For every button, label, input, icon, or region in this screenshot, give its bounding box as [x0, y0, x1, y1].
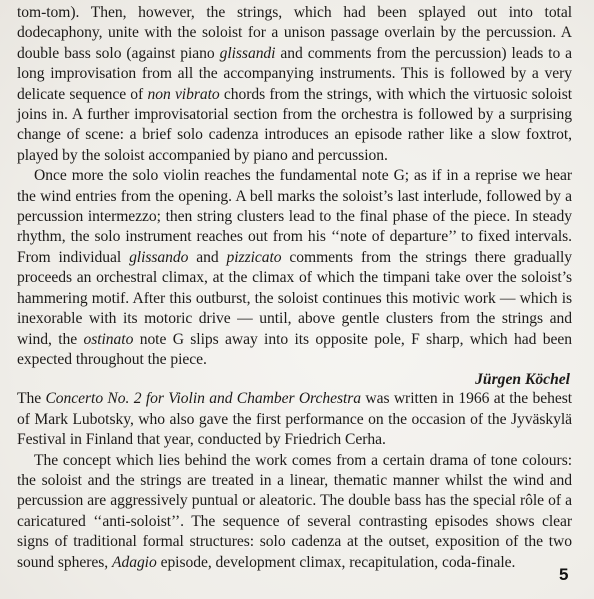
body-text [17, 3, 572, 573]
text-run: tom-tom). Then, however, the strings, which had been splayed out into total dodecaphony, unite with the soloist for a unison passage overlain by the percussion. A double bass solo (against piano [17, 4, 572, 62]
paragraph-concerto-history [17, 389, 572, 450]
paragraph-timbres [17, 3, 572, 166]
text-run: episode, development climax, recapitulation, coda-finale. [156, 553, 516, 571]
text-run: comments from the strings there gradually proceeds an orchestral climax, at the climax of which the timpani take over the soloist’s hammering motif. After this outburst, the soloist continues this motivic work — which is inexorable with its motoric drive — until, above gentle clusters from the strings and wind, the [17, 248, 573, 348]
text-run: Once more the solo violin reaches the fundamental note G; as if in a reprise we hear the wind entries from the opening. A bell marks the soloist’s last interlude, followed by a percussion intermezzo; then string clusters lead to the final phase of the piece. In steady rhythm, the solo instrument reaches out from his ‘‘note of departure’’ to fixed intervals. From individual [17, 167, 572, 266]
italic-term: glissandi [219, 44, 276, 62]
paragraph-reprise [17, 166, 572, 370]
text-run: The [17, 390, 46, 408]
text-run: chords from the strings, with which the virtuosic soloist joins in. A further improvisatorial section from the orchestra is followed by a surprising change of scene: a brief solo cadenza introduces an episode rather like a slow foxtrot, played by the soloist accompanied by piano and percussion. [17, 85, 572, 164]
italic-term: pizzicato [226, 248, 282, 266]
italic-term: glissando [129, 248, 189, 266]
author-signature: Jürgen Köchel [475, 371, 570, 389]
page-number: 5 [559, 565, 569, 584]
paragraph-concept [17, 451, 572, 573]
text-run: note G slips away into its opposite pole, F sharp, which had been expected throughout the piece. [17, 330, 572, 368]
text-run: and [188, 248, 227, 266]
text-run: was written in 1966 at the behest of Mark Lubotsky, who also gave the first performance on the occasion of the Jyväskylä Festival in Finland that year, conducted by Friedrich Cerha. [17, 390, 572, 449]
italic-term: Adagio [111, 553, 157, 571]
italic-term: ostinato [83, 330, 134, 348]
italic-term: Concerto No. 2 for Violin and Chamber Orchestra [45, 390, 362, 408]
italic-term: non vibrato [147, 85, 220, 103]
text-run: and comments from the percussion) leads to a long improvisation from all the accompanying instruments. This is followed by a very delicate sequence of [17, 44, 572, 103]
text-run: The concept which lies behind the work comes from a certain drama of tone colours: the soloist and the strings are treated in a linear, thematic manner whilst the wind and percussion are aggressively puntual or aleatoric. The double bass has the special rôle of a caricatured ‘‘anti-soloist’’. The sequence of several contrasting episodes shows clear signs of traditional formal structures: solo cadenza at the outset, exposition of the two sound spheres, [17, 451, 572, 571]
